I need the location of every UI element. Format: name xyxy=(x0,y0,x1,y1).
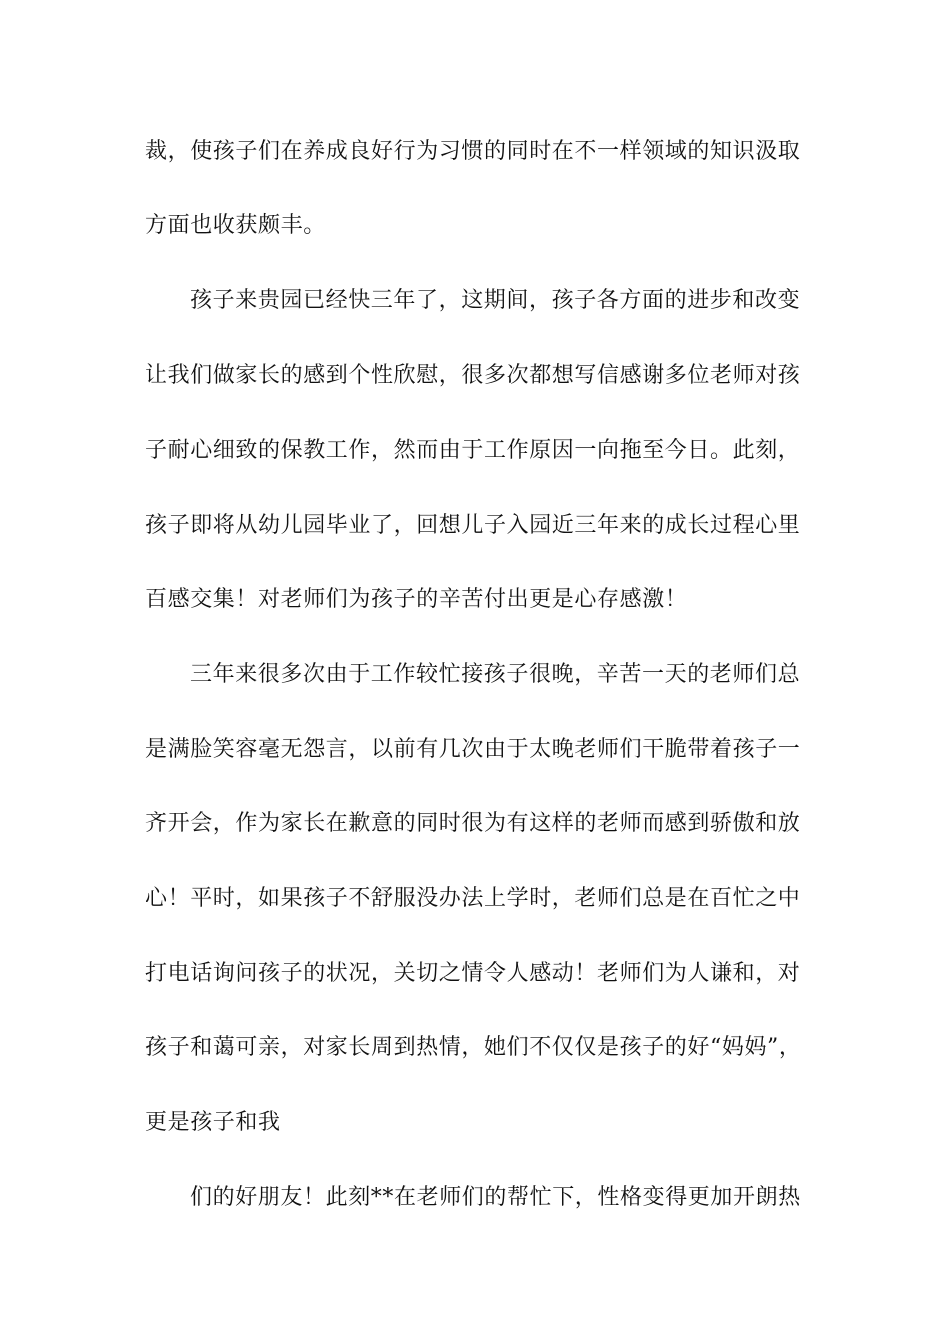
text-line: 齐开会，作为家长在歉意的同时很为有这样的老师而感到骄傲和放 xyxy=(145,811,801,836)
text-line: 更是孩子和我 xyxy=(145,1110,281,1135)
paragraph-start-line: 孩子来贵园已经快三年了，这期间，孩子各方面的进步和改变 xyxy=(190,288,801,313)
text-line: 方面也收获颇丰。 xyxy=(145,213,326,238)
paragraph-start-line: 三年来很多次由于工作较忙接孩子很晚，辛苦一天的老师们总 xyxy=(190,662,801,687)
text-line: 孩子即将从幼儿园毕业了，回想儿子入园近三年来的成长过程心里 xyxy=(145,513,801,538)
text-line: 子耐心细致的保教工作，然而由于工作原因一向拖至今日。此刻， xyxy=(145,438,801,463)
text-line: 孩子和蔼可亲，对家长周到热情，她们不仅仅是孩子的好“妈妈”， xyxy=(145,1035,802,1060)
text-line: 是满脸笑容毫无怨言，以前有几次由于太晚老师们干脆带着孩子一 xyxy=(145,737,801,762)
paragraph-start-line: 们的好朋友！此刻**在老师们的帮忙下，性格变得更加开朗热 xyxy=(190,1185,801,1210)
text-line: 心！平时，如果孩子不舒服没办法上学时，老师们总是在百忙之中 xyxy=(145,886,801,911)
text-line: 让我们做家长的感到个性欣慰，很多次都想写信感谢多位老师对孩 xyxy=(145,363,801,388)
text-line: 百感交集！对老师们为孩子的辛苦付出更是心存感激！ xyxy=(145,587,688,612)
text-line: 裁，使孩子们在养成良好行为习惯的同时在不一样领域的知识汲取 xyxy=(145,139,801,164)
text-line: 打电话询问孩子的状况，关切之情令人感动！老师们为人谦和，对 xyxy=(145,961,801,986)
